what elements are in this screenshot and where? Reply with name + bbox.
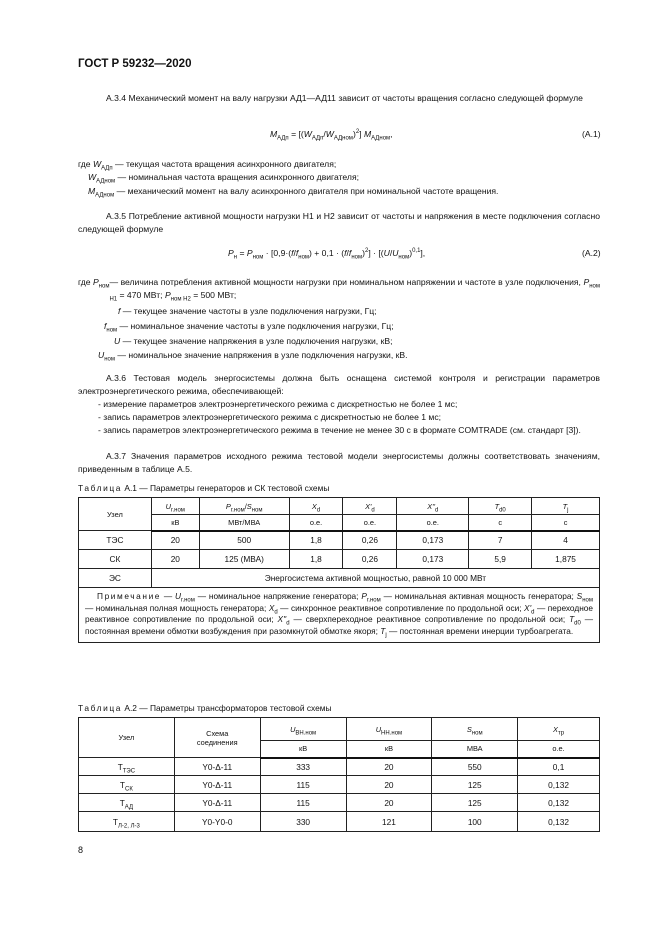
formula-a2: $P_н = P_{ном} \cdot [0,9\cdot(f/f_{ном}) + 0,1 \cdot (f/f_{ном})^2] \cdot [(U/U_{ном})^{0,1}]$, — [228, 248, 426, 261]
cell-u-vn: 330 — [260, 812, 346, 832]
cell-u-nn: 121 — [346, 812, 432, 832]
cell-p: 125 (МВА) — [199, 550, 289, 569]
unit-cell: с — [532, 515, 600, 531]
document-header: ГОСТ Р 59232—2020 — [78, 58, 192, 70]
definition-p-nom: где $P_{ном}$ — величина потребления активной мощности нагрузки при номинальном напряжении и частоте в узле подключения, $P_{ном Н1} = 470$ МВт; $P_{ном Н2} = 500$ МВт; — [78, 277, 600, 303]
cell-node: ЭС — [79, 569, 152, 588]
cell-u-nn: 20 — [346, 758, 432, 776]
cell-td0: 5,9 — [469, 550, 532, 569]
cell-s: 125 — [432, 776, 518, 794]
cell-node: $Т_{Л-2, Л-3}$ — [79, 812, 175, 832]
cell-u-nn: 20 — [346, 776, 432, 794]
unit-cell: кВ — [260, 741, 346, 758]
cell-u-vn: 115 — [260, 794, 346, 812]
paragraph-a37: А.3.7 Значения параметров исходного режима тестовой модели энергосистемы должны соответствовать значениям, приведенным в таблице А.5. — [78, 451, 600, 474]
definition-w-adp: где $W_{АДп}$ — текущая частота вращения асинхронного двигателя; — [78, 159, 337, 172]
table-row — [79, 569, 600, 588]
table-note-row — [79, 588, 600, 643]
table-row — [79, 758, 600, 776]
table-row — [79, 794, 600, 812]
table-row — [79, 812, 600, 832]
cell-scheme: Y0-Δ-11 — [174, 776, 260, 794]
cell-u-vn: 333 — [260, 758, 346, 776]
cell-s: 100 — [432, 812, 518, 832]
paragraph-a36: А.3.6 Тестовая модель энергосистемы должна быть оснащена системой контроля и регистрации параметров электроэнергетического режима, обеспечивающей: — [78, 373, 600, 396]
cell-x: 0,1 — [518, 758, 600, 776]
column-header-u-nn: $U_{НН.ном}$ — [346, 718, 432, 741]
formula-a1-number: (А.1) — [582, 129, 601, 139]
cell-u-nn: 20 — [346, 794, 432, 812]
bullet-item: - запись параметров электроэнергетического режима с дискретностью не более 1 мс; — [98, 412, 442, 422]
unit-cell: о.е. — [518, 741, 600, 758]
column-header-p-s-nom: $P_{г.ном}/S_{ном}$ — [199, 498, 289, 515]
definition-f: f — текущее значение частоты в узле подключения нагрузки, Гц; — [118, 306, 377, 316]
bullet-item: - измерение параметров электроэнергетического режима с дискретностью не более 1 мс; — [98, 399, 458, 409]
column-header-xd: $X_d$ — [289, 498, 343, 515]
unit-cell: МВт/МВА — [199, 515, 289, 531]
cell-td0: 7 — [469, 531, 532, 550]
definition-u-nom: $U_{ном}$ — номинальное значение напряжения в узле подключения нагрузки, кВ. — [98, 350, 408, 363]
paragraph-a34: А.3.4 Механический момент на валу нагрузки АД1—АД11 зависит от частоты вращения согласно следующей формуле — [106, 93, 583, 103]
page-number: 8 — [78, 845, 84, 855]
cell-node: $Т_{СК}$ — [79, 776, 175, 794]
paragraph-a35: А.3.5 Потребление активной мощности нагрузки Н1 и Н2 зависит от частоты и напряжения в месте подключения согласно следующей формуле — [78, 211, 600, 234]
unit-cell: о.е. — [343, 515, 397, 531]
transformers-table — [78, 717, 600, 832]
cell-x: 0,132 — [518, 776, 600, 794]
cell-scheme: Y0-Δ-11 — [174, 758, 260, 776]
definition-f-nom: $f_{ном}$ — номинальное значение частоты в узле подключения нагрузки, Гц; — [104, 321, 394, 334]
cell-node: $Т_{ТЭС}$ — [79, 758, 175, 776]
cell-x1d: 0,26 — [343, 550, 397, 569]
cell-x2d: 0,173 — [397, 531, 469, 550]
cell-x1d: 0,26 — [343, 531, 397, 550]
cell-node: СК — [79, 550, 152, 569]
cell-es-description: Энергосистема активной мощностью, равной 10 000 МВт — [151, 569, 599, 588]
unit-cell: о.е. — [289, 515, 343, 531]
cell-s: 550 — [432, 758, 518, 776]
table2-caption: Таблица А.2 — Параметры трансформаторов тестовой схемы — [78, 703, 332, 713]
column-header-node: Узел — [79, 498, 152, 531]
cell-x: 0,132 — [518, 812, 600, 832]
cell-xd: 1,8 — [289, 531, 343, 550]
column-header-scheme: Схема соединения — [174, 718, 260, 758]
formula-a2-number: (А.2) — [582, 248, 601, 258]
column-header-td0: $T_{d0}$ — [469, 498, 532, 515]
definition-w-adnom: $W_{АДном}$ — номинальная частота вращения асинхронного двигателя; — [88, 172, 359, 185]
table1-note: Примечание — $U_{г.ном}$ — номинальное напряжение генератора; $P_{г.ном}$ — номинальная активная мощность генератора; $S_{ном}$ — номинальная полная мощность генератора; $X_d$ — синхронное реактивное сопротивление по продольной оси; $X'_d$ — переходное реактивное сопротивление по продольной оси; $X''_d$ — сверхпереходное реактивное сопротивление по продольной оси; $T_{d0}$ — постоянная времени обмотки возбуждения при разомкнутой обмотке якоря; $T_j$ — постоянная времени инерции турбоагрегата. — [79, 588, 600, 643]
cell-p: 500 — [199, 531, 289, 550]
unit-cell: кВ — [151, 515, 199, 531]
table-row — [79, 531, 600, 550]
formula-a1: $M_{АДп} = [(W_{АДп}/W_{АДном})^2]$ $M_{АДном}$, — [270, 129, 393, 142]
table-row — [79, 550, 600, 569]
unit-cell: о.е. — [397, 515, 469, 531]
unit-cell: с — [469, 515, 532, 531]
bullet-item: - запись параметров электроэнергетического режима в течение не менее 30 с в формате COMTRADE (см. стандарт [3]). — [98, 425, 581, 435]
column-header-tj: $T_j$ — [532, 498, 600, 515]
column-header-u-g-nom: $U_{г.ном}$ — [151, 498, 199, 515]
definition-m-adnom: $M_{АДном}$ — механический момент на валу асинхронного двигателя при номинальной частоте вращения. — [88, 186, 499, 199]
column-header-u-vn: $U_{ВН.ном}$ — [260, 718, 346, 741]
column-header-x1d: $X'_d$ — [343, 498, 397, 515]
definition-u: U — текущее значение напряжения в узле подключения нагрузки, кВ; — [114, 336, 393, 346]
table-row — [79, 776, 600, 794]
column-header-s-nom: $S_{ном}$ — [432, 718, 518, 741]
generators-table — [78, 497, 600, 643]
column-header-x2d: $X''_d$ — [397, 498, 469, 515]
cell-scheme: Y0-Y0-0 — [174, 812, 260, 832]
cell-x2d: 0,173 — [397, 550, 469, 569]
column-header-x-tr: $X_{тр}$ — [518, 718, 600, 741]
unit-cell: МВА — [432, 741, 518, 758]
cell-tj: 1,875 — [532, 550, 600, 569]
cell-node: $Т_{АД}$ — [79, 794, 175, 812]
cell-u: 20 — [151, 550, 199, 569]
cell-s: 125 — [432, 794, 518, 812]
cell-u: 20 — [151, 531, 199, 550]
cell-u-vn: 115 — [260, 776, 346, 794]
cell-node: ТЭС — [79, 531, 152, 550]
table1-caption: Таблица А.1 — Параметры генераторов и СК тестовой схемы — [78, 483, 330, 493]
unit-cell: кВ — [346, 741, 432, 758]
cell-scheme: Y0-Δ-11 — [174, 794, 260, 812]
column-header-node: Узел — [79, 718, 175, 758]
cell-x: 0,132 — [518, 794, 600, 812]
cell-tj: 4 — [532, 531, 600, 550]
cell-xd: 1,8 — [289, 550, 343, 569]
